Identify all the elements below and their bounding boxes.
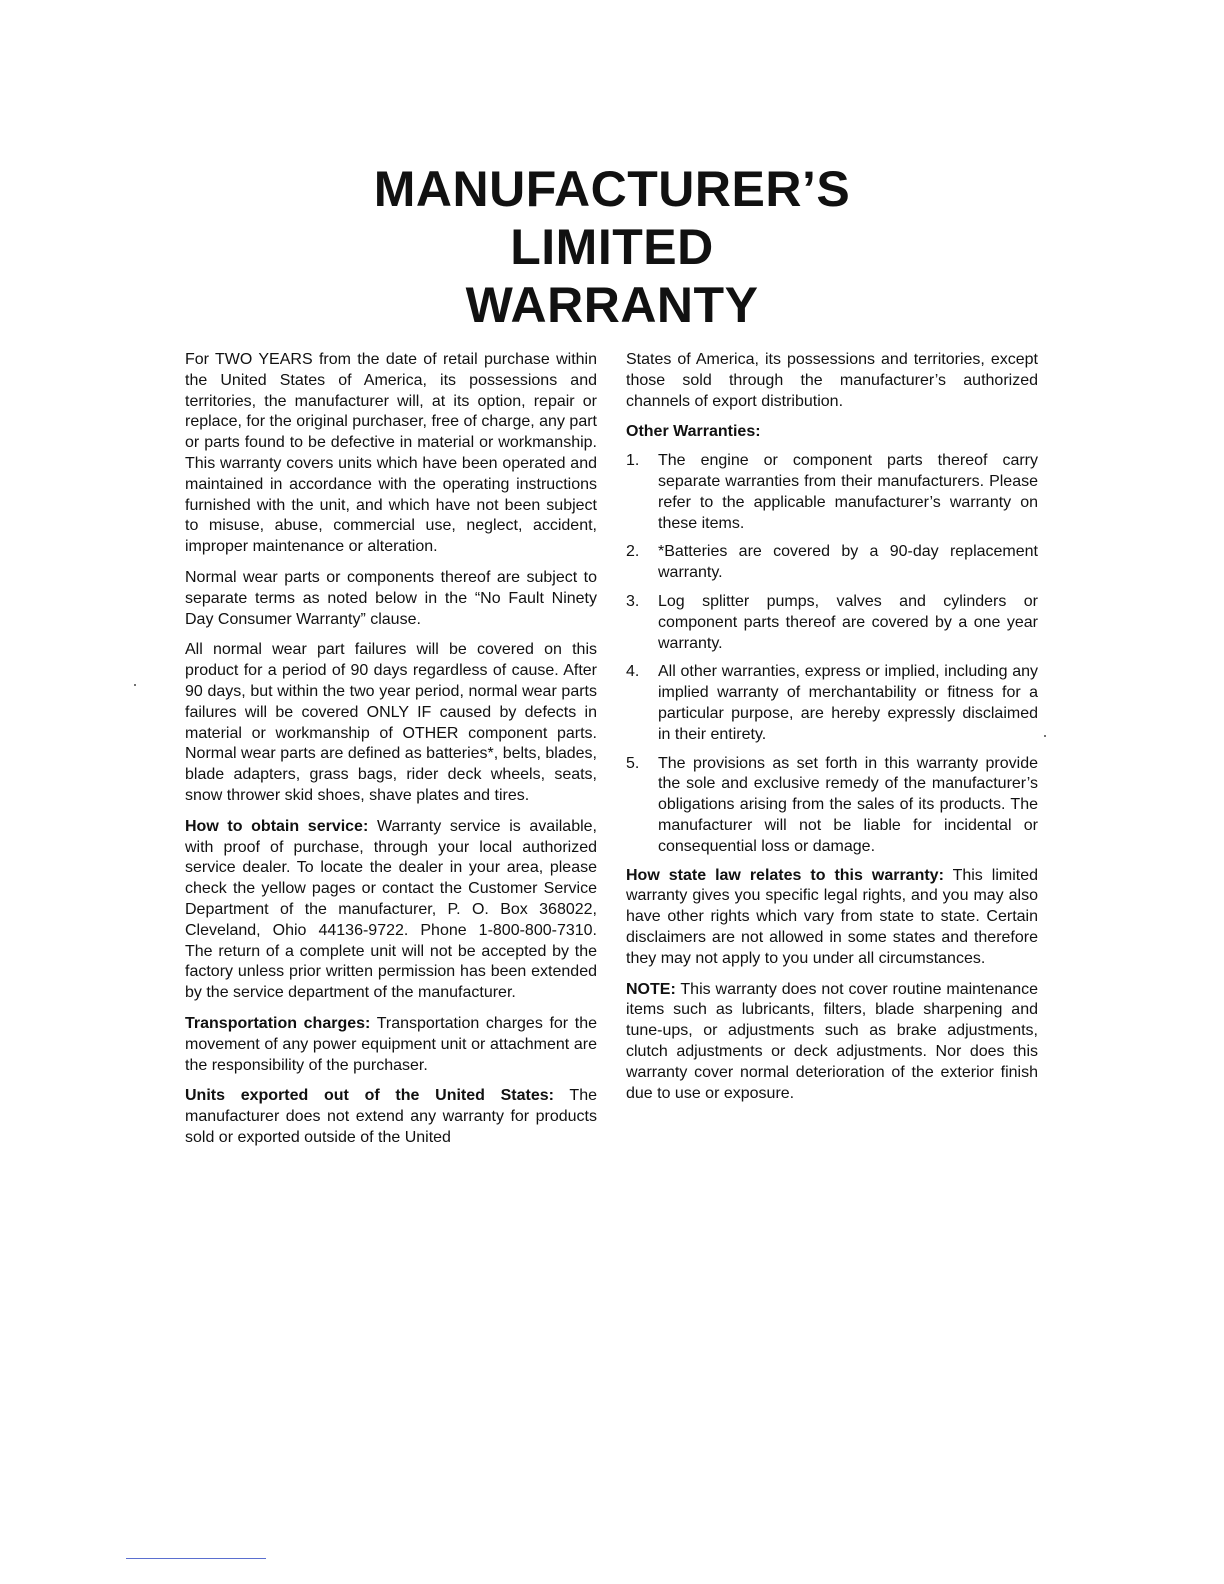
list-item-text: *Batteries are covered by a 90-day replacement warranty. [658, 543, 1038, 582]
transportation-text: Transportation charges for the movement of any power equipment unit or attachment are the responsibility of the purchaser. [185, 1014, 597, 1074]
normal-wear-paragraph: Normal wear parts or components thereof are subject to separate terms as noted below in the “No Fault Ninety Day Consumer Warranty” clause. [185, 568, 597, 628]
other-warranties-list [626, 451, 1038, 857]
list-item-text: All other warranties, express or implied, including any implied warranty of merchantability or fitness for a particular purpose, are hereby expressly disclaimed in their entirety. [658, 663, 1038, 743]
other-warranties-heading: Other Warranties: [626, 423, 761, 441]
list-item-number: 4. [626, 663, 640, 681]
ninety-day-paragraph: All normal wear part failures will be covered on this product for a period of 90 days regardless of cause. After 90 days, but within the two year period, normal wear parts failures will be covered ONLY IF caused by defects in material or workmanship of OTHER component parts. Normal wear parts are defined as batteries*, belts, blades, blade adapters, grass bags, rider deck wheels, seats, snow thrower skid shoes, shave plates and tires. [185, 641, 597, 804]
right-column [626, 350, 1038, 1114]
state-law-section [626, 866, 1038, 970]
note-text: This warranty does not cover routine maintenance items such as lubricants, filters, blade sharpening and tune-ups, or adjustments such as brake adjustments, clutch adjustments or deck adjustments. Nor does this warranty cover normal deterioration of the exterior finish due to use or exposure. [626, 980, 1038, 1102]
export-label: Units exported out of the United States: [185, 1087, 554, 1105]
title-line-1: MANUFACTURER’S [373, 161, 851, 217]
export-continuation: States of America, its possessions and territories, except those sold through the manufacturer’s authorized channels of export distribution. [626, 351, 1038, 410]
export-text: The manufacturer does not extend any warranty for products sold or exported outside of the United [185, 1087, 598, 1146]
obtain-service-label: How to obtain service: [185, 817, 369, 835]
title-line-3: WARRANTY [465, 277, 759, 333]
list-item-text: The provisions as set forth in this warranty provide the sole and exclusive remedy of the manufacturer’s obligations arising from the sales of its products. The manufacturer will not be liable for incidental or consequential loss or damage. [658, 754, 1038, 855]
export-section [185, 1086, 597, 1148]
list-item-text: Log splitter pumps, valves and cylinders or component parts thereof are covered by a one year warranty. [658, 592, 1038, 652]
title-line-2: LIMITED [510, 219, 714, 275]
left-column [185, 350, 597, 1159]
transportation-section [185, 1014, 597, 1076]
list-item-number: 1. [626, 452, 640, 470]
note-section [626, 980, 1038, 1105]
state-law-text: This limited warranty gives you specific legal rights, and you may also have other rights which vary from state to state. Certain disclaimers are not allowed in some states and therefore they may not apply to you under all circumstances. [626, 866, 1038, 967]
state-law-label: How state law relates to this warranty: [626, 866, 944, 884]
transportation-label: Transportation charges: [185, 1014, 371, 1032]
obtain-service-section [185, 817, 597, 1004]
document-title [0, 160, 1224, 334]
list-item [626, 662, 1038, 745]
scan-speck [134, 684, 136, 686]
warranty-coverage-paragraph: For TWO YEARS from the date of retail purchase within the United States of America, its possessions and territories, the manufacturer will, at its option, repair or replace, for the original purchaser, free of charge, any part or parts found to be defective in material or workmanship. This warranty covers units which have been operated and maintained in accordance with the operating instructions furnished with the unit, and which have not been subject to misuse, abuse, commercial use, neglect, accident, improper maintenance or alteration. [185, 351, 597, 556]
scan-speck [1044, 735, 1046, 737]
scan-edge-line [126, 1558, 266, 1559]
obtain-service-text: Warranty service is available, with proof of purchase, through your local authorized service dealer. To locate the dealer in your area, please check the yellow pages or contact the Customer Service Department of the manufacturer, P. O. Box 368022, Cleveland, Ohio 44136-9722. Phone 1-800-800-7310. The return of a complete unit will not be accepted by the factory unless prior written permission has been extended by the service department of the manufacturer. [185, 817, 598, 1002]
list-item [626, 754, 1038, 858]
list-item-number: 5. [626, 754, 640, 772]
list-item [626, 592, 1038, 654]
list-item [626, 451, 1038, 534]
list-item [626, 542, 1038, 584]
list-item-number: 3. [626, 592, 640, 610]
note-label: NOTE: [626, 980, 676, 998]
list-item-text: The engine or component parts thereof carry separate warranties from their manufacturers. Please refer to the applicable manufacturer’s warranty on these items. [658, 452, 1038, 532]
list-item-number: 2. [626, 543, 640, 561]
